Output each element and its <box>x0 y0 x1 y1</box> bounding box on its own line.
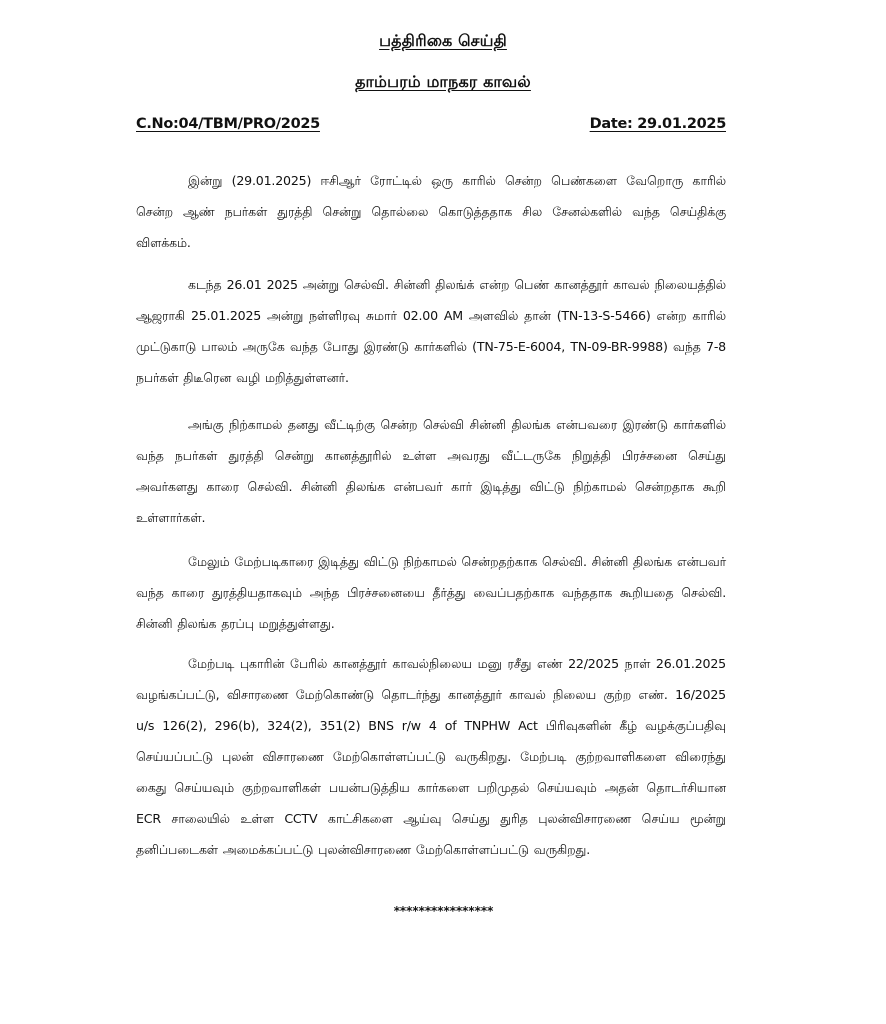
end-of-document-mark: **************** <box>393 904 493 918</box>
paragraph-1: இன்று (29.01.2025) ஈசிஆர் ரோட்டில் ஒரு காரில் சென்ற பெண்களை வேறொரு காரில் சென்ற ஆண் நபர்கள் துரத்தி சென்று தொல்லை கொடுத்ததாக சில சேனல்களில் வந்த செய்திக்கு விளக்கம். <box>136 172 726 250</box>
document-meta <box>136 116 726 132</box>
document-subtitle: தாம்பரம் மாநகர காவல் <box>355 72 531 91</box>
paragraph-5: மேற்படி புகாரின் பேரில் கானத்தூர் காவல்நிலைய மனு ரசீது எண் 22/2025 நாள் 26.01.2025 வழங்கப்பட்டு, விசாரணை மேற்கொண்டு தொடர்ந்து கானத்தூர் காவல் நிலைய குற்ற எண். 16/2025 u/s 126(2), 296(b), 324(2), 351(2) BNS r/w 4 of TNPHW Act பிரிவுகளின் கீழ் வழக்குப்பதிவு செய்யப்பட்டு புலன் விசாரணை மேற்கொள்ளப்பட்டு வருகிறது. மேற்படி குற்றவாளிகளை விரைந்து கைது செய்யவும் குற்றவாளிகள் பயன்படுத்திய கார்களை பறிமுதல் செய்யவும் அதன் தொடர்சியான ECR சாலையில் உள்ள CCTV காட்சிகளை ஆய்வு செய்து துரித புலன்விசாரணை செய்ய மூன்று தனிப்படைகள் அமைக்கப்பட்டு புலன்விசாரணை மேற்கொள்ளப்பட்டு வருகிறது. <box>136 655 726 857</box>
document-date: Date: 29.01.2025 <box>589 116 726 132</box>
paragraph-2: கடந்த 26.01 2025 அன்று செல்வி. சின்னி திலங்க் என்ற பெண் கானத்தூர் காவல் நிலையத்தில் ஆஜராகி 25.01.2025 அன்று நள்ளிரவு சுமார் 02.00 AM அளவில் தான் (TN-13-S-5466) என்ற காரில் முட்டுகாடு பாலம் அருகே வந்த போது இரண்டு கார்களில் (TN-75-E-6004, TN-09-BR-9988) வந்த 7-8 நபர்கள் திடீரென வழி மறித்துள்ளனர். <box>136 276 726 385</box>
document-title: பத்திரிகை செய்தி <box>379 31 507 50</box>
paragraph-3: அங்கு நிற்காமல் தனது வீட்டிற்கு சென்ற செல்வி சின்னி திலங்க என்பவரை இரண்டு கார்களில் வந்த நபர்கள் துரத்தி சென்று கானத்தூரில் உள்ள அவரது வீட்டருகே நிறுத்தி பிரச்சனை செய்து அவர்களது காரை செல்வி. சின்னி திலங்க என்பவர் கார் இடித்து விட்டு நிற்காமல் சென்றதாக கூறி உள்ளார்கள். <box>136 416 726 525</box>
reference-number: C.No:04/TBM/PRO/2025 <box>136 116 320 132</box>
paragraph-4: மேலும் மேற்படிகாரை இடித்து விட்டு நிற்காமல் சென்றதற்காக செல்வி. சின்னி திலங்க என்பவர் வந்த காரை துரத்தியதாகவும் அந்த பிரச்சனையை தீர்த்து வைப்பதற்காக வந்ததாக கூறியதை செல்வி. சின்னி திலங்க தரப்பு மறுத்துள்ளது. <box>136 553 726 631</box>
